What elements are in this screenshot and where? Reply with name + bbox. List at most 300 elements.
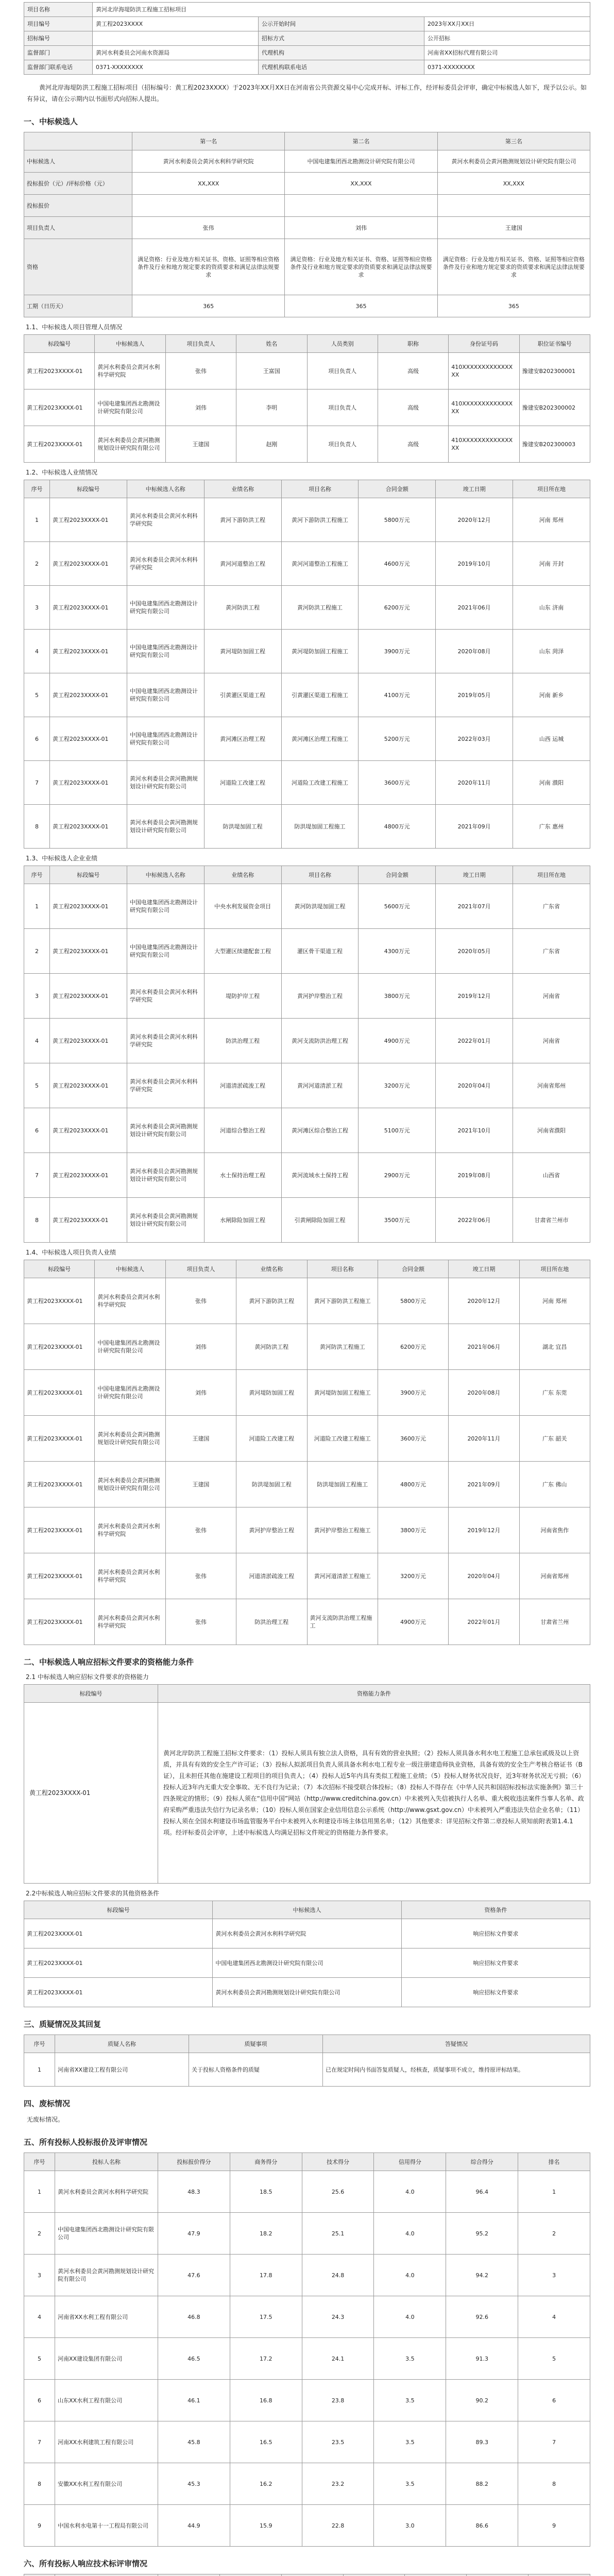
managers-table (24, 334, 590, 463)
table-cell: 防洪堤加固工程 (236, 1462, 307, 1507)
table-row (24, 353, 590, 389)
subsection-title: 1.4、中标候选人项目负责人业绩 (26, 1249, 116, 1256)
table-cell: 河道清淤疏浚工程 (204, 1063, 281, 1108)
header-label: 项目编号 (24, 17, 93, 31)
section-title: 二、中标候选人响应招标文件要求的资格能力条件 (24, 1657, 194, 1667)
table-cell: 黄河水利委员会黄河勘测规划设计研究院有限公司 (213, 1978, 401, 2007)
table-cell: 2 (24, 929, 50, 974)
reject-text: 无废标情况。 (27, 2116, 64, 2123)
table-cell: 3800万元 (359, 974, 436, 1019)
table-cell: 95.2 (446, 2213, 518, 2255)
table-cell: 2020年04月 (449, 1553, 519, 1599)
table-cell: 高级 (378, 389, 448, 426)
table-cell: 黄工程2023XXXX-01 (24, 1599, 95, 1645)
table-cell: 2022年01月 (449, 1599, 519, 1645)
table-cell: 4800万元 (359, 805, 436, 849)
table-cell: 项目负责人 (307, 353, 378, 389)
column-header (281, 2574, 343, 2576)
row-label: 工期（日历天） (24, 295, 132, 317)
header-value: 河南省XX招标代理有限公司 (424, 46, 590, 60)
section-title: 一、中标候选人 (24, 117, 78, 126)
table-row (24, 498, 590, 542)
column-header: 中标候选人 (213, 1901, 401, 1919)
table-cell: 7 (24, 761, 50, 805)
table-cell: 黄工程2023XXXX-01 (24, 353, 95, 389)
header-value (93, 31, 259, 46)
table-cell: 黄河北岸防洪工程施工招标文件要求：（1）投标人须具有独立法人资格，具有有效的营业执照；（2）投标人须具备水利水电工程施工总承包贰级及以上资质，并具有有效的安全生产许可证；（3）投标人拟派项目负责人须具备水利水电工程专业一级注册建造师执业资格，具备有效的安全生产考核合格证书（B证），且未担任其他在施建设工程项目的项目负责人；（4）投标人近5年内具有类似工程施工业绩；（5）投标人财务状况良好，近3年财务状况无亏损；（6）投标人近3年内无重大安全事故、无不良行为记录；（7）本次招标不接受联合体投标；（8）投标人不得存在《中华人民共和国招标投标法实施条例》第三十四条规定的情形；（9）投标人须在“信用中国”网站（http://www.creditchina.gov.cn）中未被列入失信被执行人名单、重大税收违法案件当事人名单、政府采购严重违法失信行为记录名单；（10）投标人须在国家企业信用信息公示系统（http://www.gsxt.gov.cn）中未被列入严重违法失信企业名单；（11）投标人须在全国水利建设市场监管服务平台中未被列入水利建设市场主体信用黑名单；（12）其他要求：详见招标文件第二章投标人须知前附表第1.4.1项。经评标委员会评审，上述中标候选人均满足招标文件规定的资格能力条件要求。 (158, 1703, 590, 1884)
table-cell: 水闸除险加固工程 (204, 1198, 281, 1243)
table-cell: 黄工程2023XXXX-01 (24, 1553, 95, 1599)
table-cell: 2020年04月 (436, 1063, 513, 1108)
table-cell: 黄工程2023XXXX-01 (50, 974, 127, 1019)
table-cell: 中国电建集团西北勘测设计研究院有限公司 (127, 717, 204, 761)
table-cell: 黄工程2023XXXX-01 (50, 1108, 127, 1153)
table-cell: 4.0 (374, 2296, 446, 2338)
table-cell: 3 (24, 586, 50, 630)
column-header: 合同金额 (359, 480, 436, 498)
column-header (343, 2574, 405, 2576)
header-label: 招标方式 (259, 31, 424, 46)
column-header: 第二名 (285, 132, 437, 150)
column-header: 质疑事项 (189, 2035, 323, 2053)
table-cell: 黄工程2023XXXX-01 (24, 1978, 213, 2007)
table-cell: 7 (24, 2421, 55, 2463)
table-cell: 86.6 (446, 2505, 518, 2547)
column-header (158, 2574, 220, 2576)
table-cell: 甘肃省兰州市 (513, 1198, 590, 1243)
table-cell: 25.1 (302, 2213, 374, 2255)
table-cell: 黄河水利委员会黄河勘测规划设计研究院有限公司 (95, 1416, 165, 1462)
table-cell: 防洪堤加固工程施工 (281, 805, 359, 849)
table-cell: 17.2 (230, 2338, 302, 2380)
table-cell: 黄河堤防加固工程 (204, 630, 281, 673)
table-cell: 24.3 (302, 2296, 374, 2338)
table-cell: 44.9 (158, 2505, 230, 2547)
table-cell: 黄河水利委员会黄河水利科学研究院 (127, 498, 204, 542)
table-header-row (24, 2153, 590, 2171)
column-header: 项目名称 (307, 1260, 378, 1278)
table-cell: 黄工程2023XXXX-01 (50, 1198, 127, 1243)
column-header: 标段编号 (24, 1685, 158, 1703)
table-cell: 黄河水利委员会黄河水利科学研究院 (95, 1599, 165, 1645)
header-label: 监督部门联系电话 (24, 60, 93, 75)
table-cell: 5 (24, 673, 50, 717)
table-cell: 王建国 (437, 217, 590, 239)
table-cell: 90.2 (446, 2380, 518, 2421)
subsection-title: 1.3、中标候选人企业业绩 (26, 855, 98, 862)
table-cell: 响应招标文件要求 (401, 1919, 590, 1948)
table-row (24, 1703, 590, 1884)
header-label: 代理机构 (259, 46, 424, 60)
table-cell: 4 (24, 1019, 50, 1063)
table-cell: 410XXXXXXXXXXXXXXX (449, 353, 519, 389)
table-row (24, 1507, 590, 1553)
section-title: 四、废标情况 (24, 2099, 71, 2108)
column-header (219, 2574, 281, 2576)
table-cell: 2 (24, 542, 50, 586)
column-header: 职称 (378, 335, 448, 353)
column-header: 身份证号码 (449, 335, 519, 353)
price-review-table (24, 2153, 590, 2547)
table-row (24, 717, 590, 761)
table-cell: 黄河河道整治工程 (204, 542, 281, 586)
table-cell: 6200万元 (359, 586, 436, 630)
table-cell: 黄河下游防洪工程施工 (281, 498, 359, 542)
table-cell: 河道清淤疏浚工程 (236, 1553, 307, 1599)
table-row (24, 2053, 590, 2087)
table-row (24, 2421, 590, 2463)
table-cell: 3.5 (374, 2338, 446, 2380)
table-cell: 黄河防洪工程施工 (281, 586, 359, 630)
table-cell: 中国电建集团西北勘测设计研究院有限公司 (213, 1948, 401, 1978)
column-header: 中标候选人名称 (127, 866, 204, 884)
table-cell: 黄工程2023XXXX-01 (24, 1919, 213, 1948)
header-table (24, 2, 590, 75)
table-cell: 李明 (236, 389, 307, 426)
table-cell: 张伟 (165, 353, 236, 389)
column-header: 序号 (24, 480, 50, 498)
table-cell: 王富国 (236, 353, 307, 389)
table-cell: 3.5 (374, 2380, 446, 2421)
table-cell: 黄河水利委员会黄河勘测规划设计研究院有限公司 (55, 2255, 158, 2296)
header-label: 招标编号 (24, 31, 93, 46)
table-row (24, 295, 590, 317)
table-cell: 河南 濮阳 (513, 761, 590, 805)
table-cell: 4600万元 (359, 542, 436, 586)
table-header-row (24, 480, 590, 498)
table-cell (437, 195, 590, 217)
table-cell: 8 (24, 2463, 55, 2505)
table-cell: 6 (24, 717, 50, 761)
table-cell: 2900万元 (359, 1153, 436, 1198)
table-cell: 黄河滩区治理工程 (204, 717, 281, 761)
column-header: 项目所在地 (513, 480, 590, 498)
table-cell: 响应招标文件要求 (401, 1978, 590, 2007)
enterprise-performance-table (24, 866, 590, 1243)
table-cell: 4300万元 (359, 929, 436, 974)
column-header (55, 2574, 158, 2576)
table-cell: 黄工程2023XXXX-01 (24, 1370, 95, 1416)
table-cell: 关于投标人资格条件的质疑 (189, 2053, 323, 2087)
header-value: 2023年XX月XX日 (424, 17, 590, 31)
subsection-title: 1.1、中标候选人项目管理人员情况 (26, 324, 123, 331)
table-cell: XX,XXX (437, 173, 590, 195)
table-cell: 47.9 (158, 2213, 230, 2255)
table-cell: 8 (518, 2463, 590, 2505)
table-cell: 黄河水利委员会黄河水利科学研究院 (127, 542, 204, 586)
table-cell: 3200万元 (378, 1553, 448, 1599)
table-cell: 17.8 (230, 2255, 302, 2296)
table-cell: 黄河河道整治工程施工 (281, 542, 359, 586)
table-row (24, 1978, 590, 2007)
table-row (24, 1019, 590, 1063)
table-cell: 河南省焦作 (519, 1507, 590, 1553)
subsection-title: 2.2中标候选人响应招标文件要求的其他资格条件 (26, 1890, 160, 1897)
table-cell: 15.9 (230, 2505, 302, 2547)
table-row (24, 761, 590, 805)
table-cell: 47.6 (158, 2255, 230, 2296)
table-cell: 黄河水利委员会黄河水利科学研究院 (95, 353, 165, 389)
column-header: 资格能力条件 (158, 1685, 590, 1703)
table-cell: 刘伟 (285, 217, 437, 239)
table-cell: 2021年09月 (449, 1462, 519, 1507)
table-cell: 黄河滩区综合整治工程 (281, 1108, 359, 1153)
table-cell (132, 195, 285, 217)
table-cell: 1 (24, 884, 50, 929)
table-row (24, 1462, 590, 1507)
table-cell: 黄工程2023XXXX-01 (50, 1019, 127, 1063)
column-header: 标段编号 (24, 335, 95, 353)
table-cell: 5 (24, 1063, 50, 1108)
table-cell: 黄河防洪工程 (236, 1324, 307, 1370)
table-row (24, 217, 590, 239)
table-cell: 中国水利水电第十一工程局有限公司 (55, 2505, 158, 2547)
table-cell: 豫建安B202300002 (519, 389, 590, 426)
table-cell: 黄河水利委员会黄河勘测规划设计研究院有限公司 (127, 1198, 204, 1243)
table-row (24, 1278, 590, 1324)
table-cell: 4100万元 (359, 673, 436, 717)
column-header: 标段编号 (24, 1901, 213, 1919)
table-cell: 黄河防洪工程 (204, 586, 281, 630)
table-row (24, 1324, 590, 1370)
table-cell: 防洪堤加固工程 (204, 805, 281, 849)
table-cell: 张伟 (132, 217, 285, 239)
table-cell: 3500万元 (359, 1198, 436, 1243)
table-cell: 已在规定时间内书面答复质疑人，经核查，质疑事项不成立，维持原评标结果。 (323, 2053, 590, 2087)
table-cell: 王建国 (165, 1416, 236, 1462)
table-cell: 黄工程2023XXXX-01 (24, 389, 95, 426)
table-cell: 黄工程2023XXXX-01 (50, 761, 127, 805)
table-cell: 黄河下游防洪工程施工 (307, 1278, 378, 1324)
table-cell: 16.8 (230, 2380, 302, 2421)
table-cell: 河南省郑州 (513, 1063, 590, 1108)
table-row (24, 1919, 590, 1948)
table-cell: 刘伟 (165, 1324, 236, 1370)
table-cell: 3900万元 (359, 630, 436, 673)
table-cell: 响应招标文件要求 (401, 1948, 590, 1978)
table-cell: 24.1 (302, 2338, 374, 2380)
table-cell: 365 (132, 295, 285, 317)
table-cell: 黄工程2023XXXX-01 (24, 1324, 95, 1370)
table-cell: 3 (24, 2255, 55, 2296)
table-cell: 6 (24, 2380, 55, 2421)
table-cell: 16.2 (230, 2463, 302, 2505)
row-label: 中标候选人 (24, 150, 132, 173)
table-cell: 河南 开封 (513, 542, 590, 586)
table-cell: 4.0 (374, 2213, 446, 2255)
table-cell: 1 (24, 2053, 55, 2087)
table-cell: 黄河水利委员会黄河勘测规划设计研究院有限公司 (95, 426, 165, 463)
technical-review-table (24, 2574, 590, 2576)
table-cell: 黄河下游防洪工程 (204, 498, 281, 542)
table-cell: 黄工程2023XXXX-01 (24, 1948, 213, 1978)
table-cell: 山西 运城 (513, 717, 590, 761)
table-cell: 黄河防洪堤加固工程 (281, 884, 359, 929)
table-cell: 黄河水利委员会黄河勘测规划设计研究院有限公司 (127, 761, 204, 805)
table-cell: 3800万元 (378, 1507, 448, 1553)
table-cell: 赵刚 (236, 426, 307, 463)
table-row (24, 2255, 590, 2296)
table-cell: 2022年01月 (436, 1019, 513, 1063)
table-cell: 9 (518, 2505, 590, 2547)
table-cell: 黄河堤防加固工程 (236, 1370, 307, 1416)
table-cell: 3600万元 (378, 1416, 448, 1462)
table-cell: 2020年11月 (436, 761, 513, 805)
table-cell: 黄河支流防洪治理工程 (281, 1019, 359, 1063)
table-cell: 广东 东莞 (519, 1370, 590, 1416)
table-cell: 3.5 (374, 2463, 446, 2505)
table-cell: 张伟 (165, 1507, 236, 1553)
table-cell: 豫建安B202300003 (519, 426, 590, 463)
column-header: 合同金额 (359, 866, 436, 884)
table-cell: 河南省XX建设工程有限公司 (55, 2053, 189, 2087)
table-cell: 黄工程2023XXXX-01 (50, 542, 127, 586)
table-header-row (24, 1260, 590, 1278)
table-row (24, 2338, 590, 2380)
table-cell: 2022年03月 (436, 717, 513, 761)
table-cell: 黄河护岸整治工程 (281, 974, 359, 1019)
table-cell: 河道险工改建工程施工 (307, 1416, 378, 1462)
table-cell: 4 (518, 2296, 590, 2338)
table-cell: 黄河防洪工程施工 (307, 1324, 378, 1370)
column-header: 项目负责人 (165, 335, 236, 353)
table-row (24, 1198, 590, 1243)
table-cell: 刘伟 (165, 1370, 236, 1416)
column-header: 资格条件 (401, 1901, 590, 1919)
table-cell (285, 195, 437, 217)
table-cell: 黄工程2023XXXX-01 (24, 426, 95, 463)
table-cell: 黄工程2023XXXX-01 (50, 805, 127, 849)
table-cell: 2019年10月 (436, 542, 513, 586)
column-header (467, 2574, 528, 2576)
column-header: 质疑人名称 (55, 2035, 189, 2053)
table-cell: 中国电建集团西北勘测设计研究院有限公司 (127, 630, 204, 673)
table-cell: 5100万元 (359, 1108, 436, 1153)
column-header (528, 2574, 590, 2576)
column-header: 姓名 (236, 335, 307, 353)
table-cell: XX,XXX (285, 173, 437, 195)
table-cell: 6 (518, 2380, 590, 2421)
table-cell: 黄工程2023XXXX-01 (50, 1063, 127, 1108)
table-cell: 防洪治理工程 (236, 1599, 307, 1645)
table-cell: 2020年08月 (449, 1370, 519, 1416)
table-cell: 4.0 (374, 2171, 446, 2213)
table-cell: 2021年07月 (436, 884, 513, 929)
table-header-row (24, 1685, 590, 1703)
column-header: 排名 (518, 2153, 590, 2171)
table-cell: 河道险工改建工程 (204, 761, 281, 805)
table-row (24, 586, 590, 630)
table-cell: 黄工程2023XXXX-01 (24, 1507, 95, 1553)
table-cell: 5600万元 (359, 884, 436, 929)
column-header: 业绩名称 (204, 866, 281, 884)
table-cell: 8 (24, 805, 50, 849)
column-header: 项目名称 (281, 480, 359, 498)
table-cell: 河道险工改建工程施工 (281, 761, 359, 805)
column-header: 综合得分 (446, 2153, 518, 2171)
table-cell: 5200万元 (359, 717, 436, 761)
table-row (24, 2296, 590, 2338)
table-row (24, 2171, 590, 2213)
column-header: 职位证书编号 (519, 335, 590, 353)
table-cell: 防洪堤加固工程施工 (307, 1462, 378, 1507)
column-header: 答疑情况 (323, 2035, 590, 2053)
header-label: 监督部门 (24, 46, 93, 60)
table-cell: 黄工程2023XXXX-01 (50, 673, 127, 717)
table-cell: 黄河护岸整治工程 (236, 1507, 307, 1553)
table-cell: 河南XX建设集团有限公司 (55, 2338, 158, 2380)
table-cell: 王建国 (165, 1462, 236, 1507)
table-cell: 黄河流域水土保持工程 (281, 1153, 359, 1198)
table-cell: 46.8 (158, 2296, 230, 2338)
table-cell: 2019年12月 (436, 974, 513, 1019)
table-cell: 2019年05月 (436, 673, 513, 717)
table-cell: 18.2 (230, 2213, 302, 2255)
table-cell: 410XXXXXXXXXXXXXXX (449, 389, 519, 426)
table-cell: 88.2 (446, 2463, 518, 2505)
table-cell: 45.8 (158, 2421, 230, 2463)
column-header: 序号 (24, 2153, 55, 2171)
table-cell: 365 (285, 295, 437, 317)
table-header-row (24, 2035, 590, 2053)
table-cell: 黄河水利委员会黄河水利科学研究院 (95, 1507, 165, 1553)
other-qualification-table (24, 1901, 590, 2007)
column-header: 信用得分 (374, 2153, 446, 2171)
table-cell: 5800万元 (378, 1278, 448, 1324)
table-cell: 23.5 (302, 2421, 374, 2463)
table-cell: 项目负责人 (307, 426, 378, 463)
table-cell: 满足资格：行业及地方相关证书、资格、证照等相应资格条件及行业和地方规定要求的资质要求和满足法律法规要求 (132, 239, 285, 295)
column-header: 项目负责人 (165, 1260, 236, 1278)
column-header (24, 132, 132, 150)
table-row (24, 2213, 590, 2255)
table-cell: 中国电建集团西北勘测设计研究院有限公司 (95, 1324, 165, 1370)
section-title: 三、质疑情况及其回复 (24, 2020, 101, 2029)
table-cell: 18.5 (230, 2171, 302, 2213)
table-cell: 刘伟 (165, 389, 236, 426)
table-cell: 黄工程2023XXXX-01 (50, 586, 127, 630)
table-cell: 黄河水利委员会黄河水利科学研究院 (95, 1553, 165, 1599)
table-cell: 2 (24, 2213, 55, 2255)
row-label: 投标报价 (24, 195, 132, 217)
table-cell: 河南省郑州 (519, 1553, 590, 1599)
table-cell: 山西省 (513, 1153, 590, 1198)
column-header: 中标候选人 (95, 1260, 165, 1278)
table-cell: 引黄灌区渠道工程 (204, 673, 281, 717)
table-cell: 黄工程2023XXXX-01 (50, 717, 127, 761)
table-cell: 5 (24, 2338, 55, 2380)
table-cell: 大型灌区续建配套工程 (204, 929, 281, 974)
column-header: 序号 (24, 866, 50, 884)
table-cell: 中国电建集团西北勘测设计研究院有限公司 (95, 389, 165, 426)
table-row (24, 2463, 590, 2505)
table-cell: 黄河下游防洪工程 (236, 1278, 307, 1324)
candidates-table (24, 132, 590, 317)
table-cell: 山东 济南 (513, 586, 590, 630)
table-cell: 中国电建集团西北勘测设计研究院有限公司 (95, 1370, 165, 1416)
table-cell: 黄工程2023XXXX-01 (24, 1416, 95, 1462)
table-header-row (24, 866, 590, 884)
table-cell: 黄河河道清淤工程 (281, 1063, 359, 1108)
table-cell: 山东XX水利工程有限公司 (55, 2380, 158, 2421)
table-cell: 4900万元 (359, 1019, 436, 1063)
table-cell: 48.3 (158, 2171, 230, 2213)
table-cell: 7 (518, 2421, 590, 2463)
table-cell: 黄工程2023XXXX-01 (50, 630, 127, 673)
table-row (24, 929, 590, 974)
table-cell: 高级 (378, 426, 448, 463)
column-header: 序号 (24, 2035, 55, 2053)
